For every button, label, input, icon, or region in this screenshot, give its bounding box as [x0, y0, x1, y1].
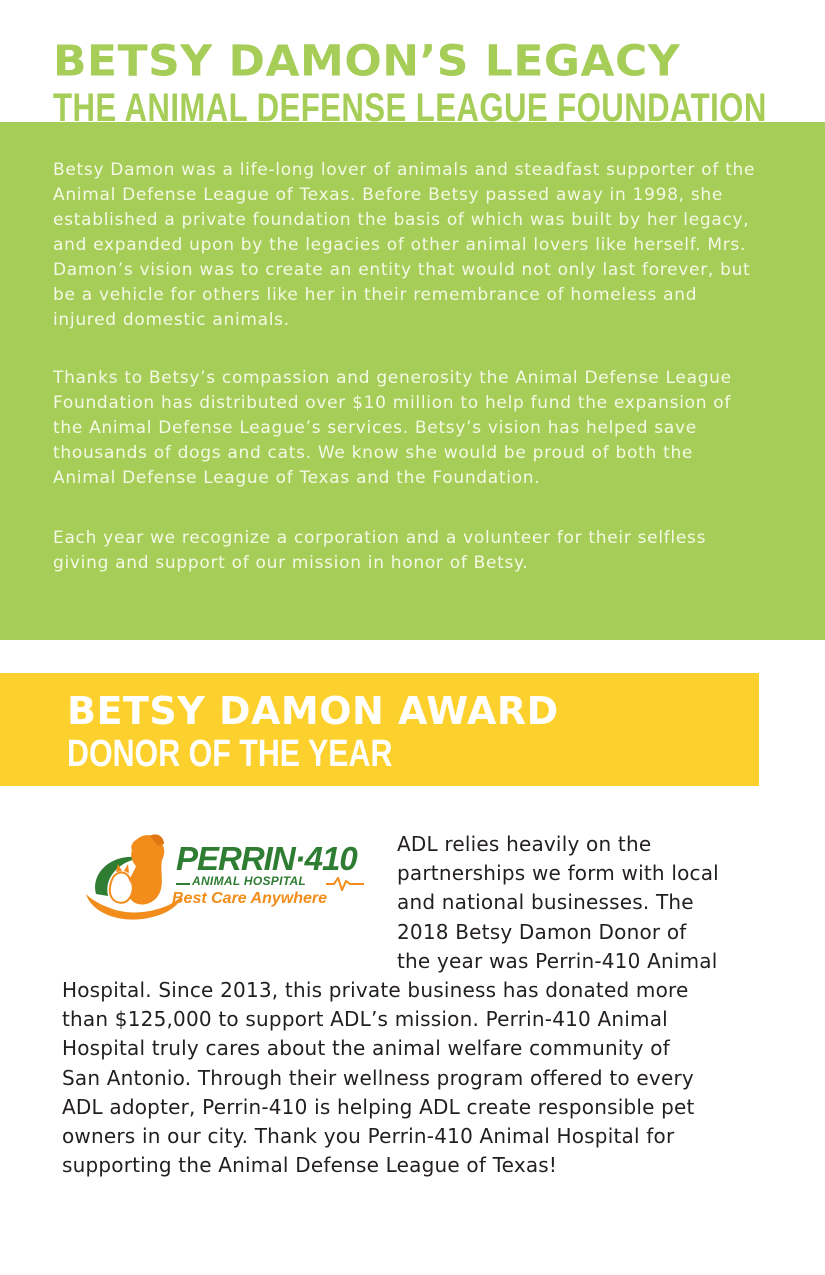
donor-line: partnerships we form with local — [397, 861, 719, 886]
legacy-paragraph-1: Betsy Damon was a life-long lover of animals and steadfast supporter of the Animal Defense League of Texas. Before Betsy passed away in 1998, she established a private foundation the basis of which was built by her legacy, and expanded upon by the legacies of other animal lovers like herself. Mrs. Damon’s vision was to create an entity that would not only last forever, but be a vehicle for others like her in their remembrance of homeless and injured domestic animals. — [53, 160, 756, 330]
donor-line: and national businesses. The — [397, 890, 694, 915]
donor-line: supporting the Animal Defense League of Texas! — [62, 1153, 558, 1178]
legacy-panel — [0, 122, 825, 640]
pet-silhouette-icon — [84, 832, 184, 924]
donor-text-side — [397, 830, 757, 976]
donor-line: owners in our city. Thank you Perrin-410 Animal Hospital for — [62, 1124, 675, 1149]
legacy-paragraph-3: Each year we recognize a corporation and a volunteer for their selfless giving and support of our mission in honor of Betsy. — [53, 528, 707, 573]
page-subtitle: THE ANIMAL DEFENSE LEAGUE FOUNDATION — [53, 86, 767, 130]
donor-line: ADL relies heavily on the — [397, 832, 652, 856]
award-title: BETSY DAMON AWARD — [67, 689, 559, 733]
donor-line: the year was Perrin-410 Animal — [397, 948, 718, 973]
donor-line: 2018 Betsy Damon Donor of — [397, 919, 687, 944]
logo-tagline: Best Care Anywhere — [172, 890, 328, 907]
donor-line: Hospital truly cares about the animal welfare community of — [62, 1036, 670, 1061]
logo-subtitle: ANIMAL HOSPITAL — [192, 874, 307, 888]
award-banner — [0, 673, 759, 786]
logo-brand: PERRIN·410 — [176, 840, 357, 877]
donor-line: than $125,000 to support ADL’s mission. Perrin-410 Animal — [62, 1007, 668, 1032]
donor-line: San Antonio. Through their wellness program offered to every — [62, 1065, 694, 1090]
legacy-paragraph-2: Thanks to Betsy’s compassion and generosity the Animal Defense League Foundation has distributed over $10 million to help fund the expansion of the Animal Defense League’s services. Betsy’s vision has helped save thousands of dogs and cats. We know she would be proud of both the Animal Defense League of Texas and the Foundation. — [53, 368, 732, 488]
page-title: BETSY DAMON’S LEGACY — [53, 36, 681, 87]
donor-text-full — [62, 976, 762, 1180]
donor-line: Hospital. Since 2013, this private business has donated more — [62, 978, 689, 1002]
award-subtitle: DONOR OF THE YEAR — [67, 733, 393, 775]
donor-line: ADL adopter, Perrin-410 is helping ADL create responsible pet — [62, 1094, 695, 1119]
perrin-410-logo — [84, 832, 374, 924]
